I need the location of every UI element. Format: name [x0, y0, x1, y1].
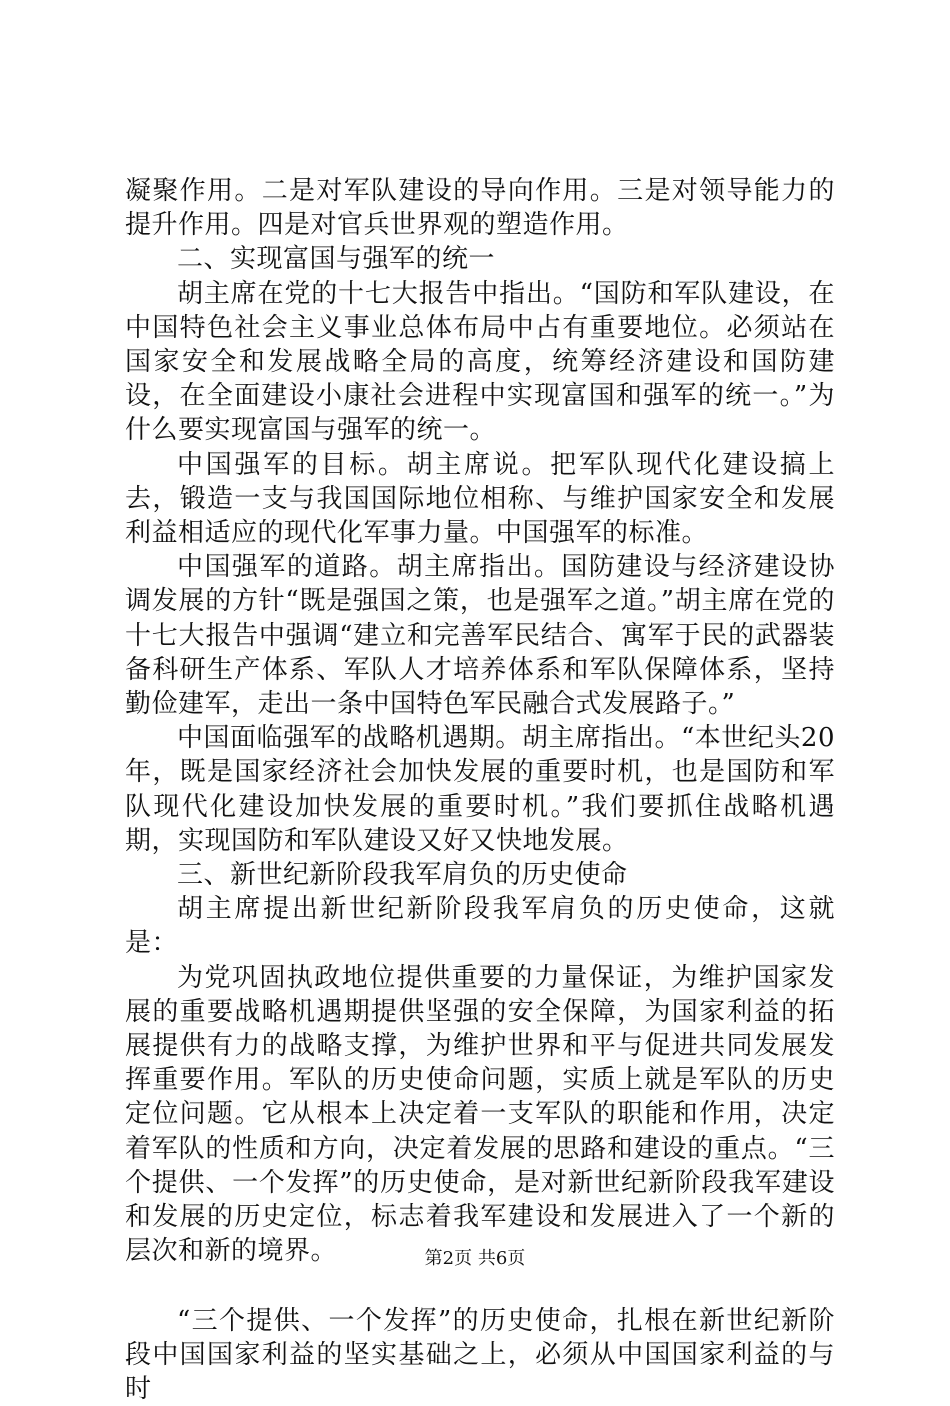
paragraph: 中国强军的道路。胡主席指出。国防建设与经济建设协调发展的方针“既是强国之策，也是强军之道。”胡主席在党的十七大报告中强调“建立和完善军民结合、寓军于民的武器装备科研生产体系、军队人才培养体系和军队保障体系，坚持勤俭建军，走出一条中国特色军民融合式发展路子。”: [125, 550, 835, 721]
section-heading-2: 二、实现富国与强军的统一: [125, 242, 835, 276]
document-body: [125, 174, 835, 1406]
section-heading-3: 三、新世纪新阶段我军肩负的历史使命: [125, 858, 835, 892]
paragraph: 胡主席在党的十七大报告中指出。“国防和军队建设，在中国特色社会主义事业总体布局中占有重要地位。必须站在国家安全和发展战略全局的高度，统筹经济建设和国防建设，在全面建设小康社会进程中实现富国和强军的统一。”为什么要实现富国与强军的统一。: [125, 277, 835, 448]
paragraph: 中国面临强军的战略机遇期。胡主席指出。“本世纪头20年，既是国家经济社会加快发展的重要时机，也是国防和军队现代化建设加快发展的重要时机。”我们要抓住战略机遇期，实现国防和军队建设又好又快地发展。: [125, 721, 835, 858]
paragraph: 中国强军的目标。胡主席说。把军队现代化建设搞上去，锻造一支与我国国际地位相称、与维护国家安全和发展利益相适应的现代化军事力量。中国强军的标准。: [125, 448, 835, 551]
paragraph-continued: 凝聚作用。二是对军队建设的导向作用。三是对领导能力的提升作用。四是对官兵世界观的塑造作用。: [125, 174, 835, 242]
paragraph: 胡主席提出新世纪新阶段我军肩负的历史使命，这就是：: [125, 892, 835, 960]
paragraph: 为党巩固执政地位提供重要的力量保证，为维护国家发展的重要战略机遇期提供坚强的安全保障，为国家利益的拓展提供有力的战略支撑，为维护世界和平与促进共同发展发挥重要作用。军队的历史使命问题，实质上就是军队的历史定位问题。它从根本上决定着一支军队的职能和作用，决定着军队的性质和方向，决定着发展的思路和建设的重点。“三个提供、一个发挥”的历史使命，是对新世纪新阶段我军建设和发展的历史定位，标志着我军建设和发展进入了一个新的层次和新的境界。: [125, 961, 835, 1269]
page-number-footer: 第2页 共6页: [0, 1244, 950, 1270]
paragraph: “三个提供、一个发挥”的历史使命，扎根在新世纪新阶段中国国家利益的坚实基础之上，必须从中国国家利益的与时: [125, 1304, 835, 1406]
